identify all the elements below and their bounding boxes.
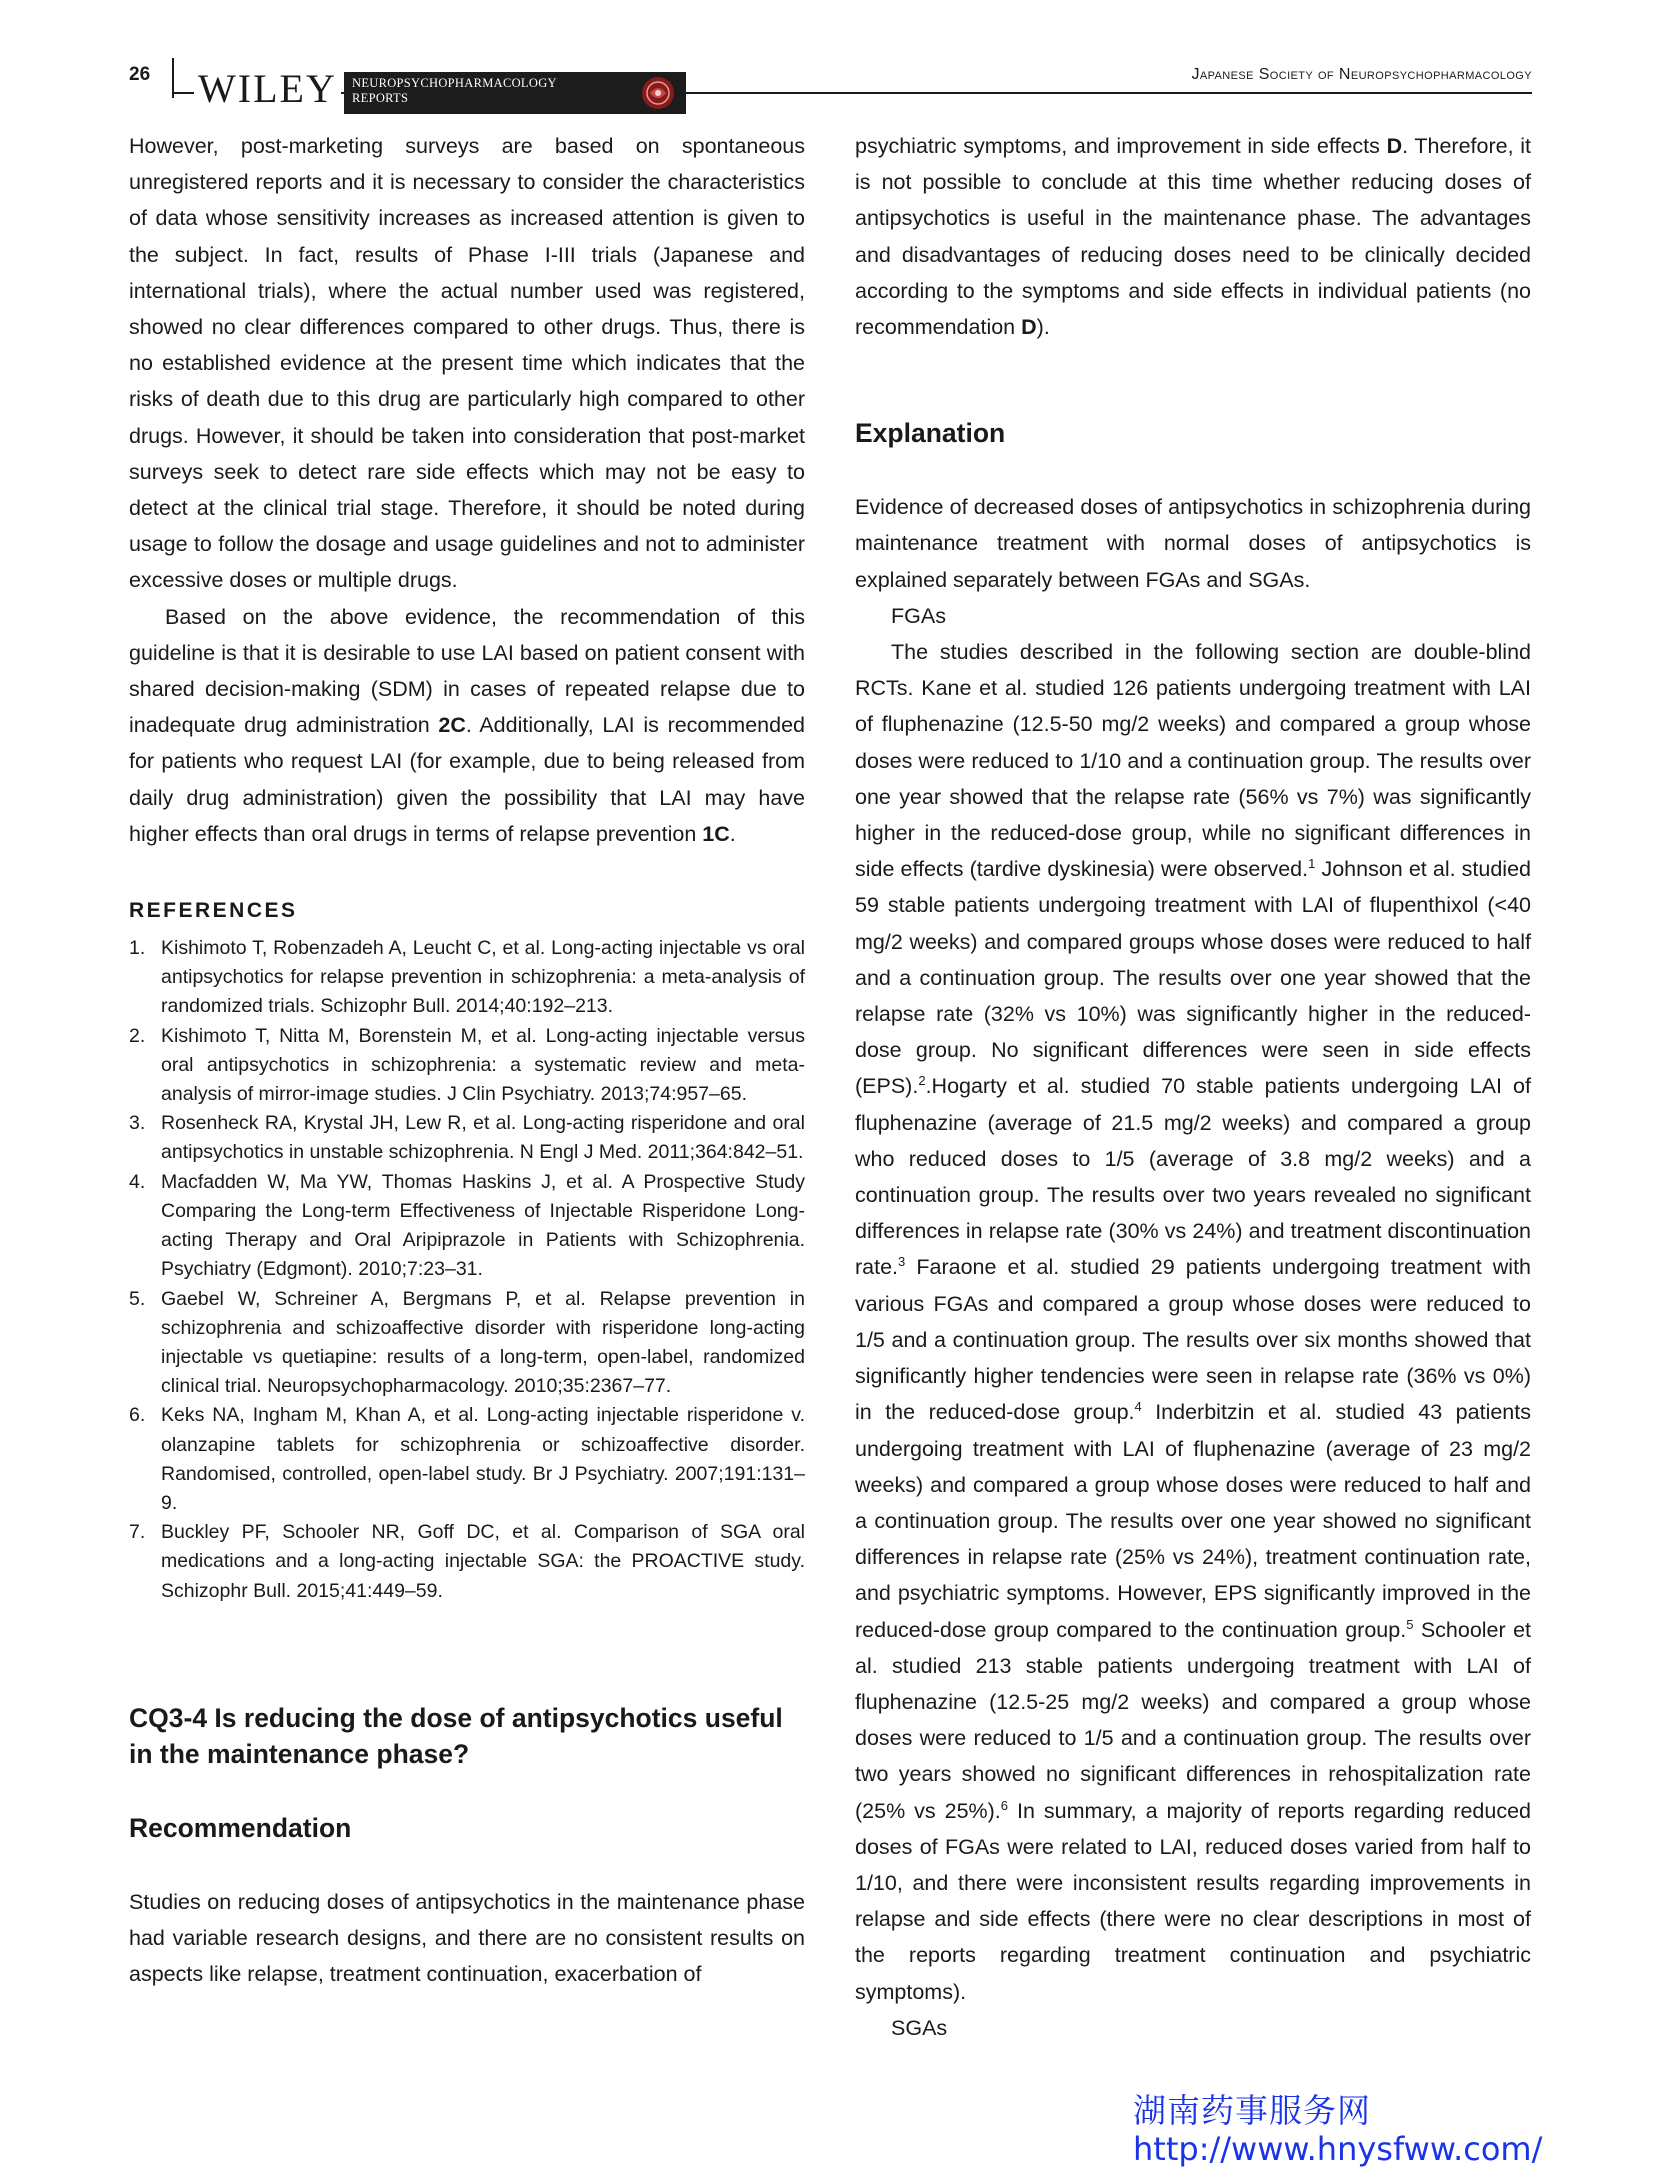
subsection-label: FGAs	[891, 603, 946, 628]
reference-item: 7. Buckley PF, Schooler NR, Goff DC, et al. Comparison of SGA oral medications and a long-acting injectable SGA: the PROACTIVE study. Schizophr Bull. 2015;41:449–59.	[129, 1521, 805, 1602]
evidence-grade: D	[1386, 134, 1403, 158]
citation: 4	[1134, 1399, 1142, 1415]
body-paragraph: Evidence of decreased doses of antipsychotics in schizophrenia during maintenance treatment with normal doses of antipsychotics is explained separately between FGAs and SGAs.	[855, 495, 1531, 592]
watermark	[1133, 2092, 1542, 2168]
journal-emblem-icon	[640, 75, 676, 111]
body-paragraph: However, post-marketing surveys are based on spontaneous unregistered reports and it is necessary to consider the characteristics of data whose sensitivity increases as increased attention is given to the subject. In fact, results of Phase I-III trials (Japanese and international trials), where the actual number used was registered, showed no clear differences compared to other drugs. Thus, there is no established evidence at the present time which indicates that the risks of death due to this drug are particularly high compared to other drugs. However, it should be taken into consideration that post-market surveys seek to detect rare side effects which may not be easy to detect at the clinical trial stage. Therefore, it should be noted during usage to follow the dosage and usage guidelines and not to administer excessive doses or multiple drugs.	[129, 134, 805, 593]
citation: 6	[1000, 1797, 1009, 1813]
publisher-logo: WILEY	[194, 69, 341, 109]
evidence-grade: 2C	[438, 713, 466, 738]
citation: 5	[1406, 1616, 1414, 1632]
page-number: 26	[129, 64, 151, 85]
references-heading: REFERENCES	[129, 899, 298, 923]
body-paragraph: psychiatric symptoms, and improvement in side effects D. Therefore, it is not possible to conclude at this time whether reducing doses of antipsychotics is useful in the maintenance phase. The advantages and disadvantages of reducing doses need to be clinically decided according to the symptoms and side effects in individual patients (no recommendation D).	[855, 134, 1532, 340]
citation: 1	[1308, 856, 1316, 872]
recommendation-paragraph: Based on the above evidence, the recommendation of this guideline is that it is desirable to use LAI based on patient consent with shared decision-making (SDM) in cases of repeated relapse due to inadequate drug administration 2C. Additionally, LAI is recommended for patients who request LAI (for example, due to being released from daily drug administration) given the possibility that LAI may have higher effects than oral drugs in terms of relapse prevention 1C.	[129, 604, 805, 846]
section-title: CQ3-4 Is reducing the dose of antipsychotics useful in the maintenance phase?	[129, 1702, 783, 1769]
reference-item: 2. Kishimoto T, Nitta M, Borenstein M, et al. Long-acting injectable versus oral antipsychotics in schizophrenia: a systematic review and meta-analysis of mirror-image studies. J Clin Psychiatry. 2013;74:957–65.	[129, 1024, 805, 1106]
evidence-grade: 1C	[702, 821, 730, 846]
reference-item: 5. Gaebel W, Schreiner A, Bergmans P, et al. Relapse prevention in schizophrenia and schizoaffective disorder with risperidone long-acting injectable vs quetiapine: results of a long-term, open-label, randomized clinical trial. Neuropsychopharmacology. 2010;35:2367–77.	[129, 1287, 805, 1398]
recommendation-heading: Recommendation	[129, 1812, 352, 1843]
reference-item: 6. Keks NA, Ingham M, Khan A, et al. Long-acting injectable risperidone v. olanzapine tablets for schizophrenia or schizoaffective disorder. Randomised, controlled, open-label study. Br J Psychiatry. 2007;191:131–9.	[129, 1404, 805, 1514]
reference-item: 3. Rosenheck RA, Krystal JH, Lew R, et al. Long-acting risperidone and oral antipsychotics in unstable schizophrenia. N Engl J Med. 2011;364:842–51.	[129, 1112, 805, 1164]
watermark-site-name: 湖南药事服务网	[1133, 2091, 1371, 2130]
watermark-url: http://www.hnysfww.com/	[1133, 2130, 1543, 2168]
page-header	[0, 0, 1654, 130]
citation: 3	[898, 1254, 906, 1270]
reference-item: 4. Macfadden W, Ma YW, Thomas Haskins J, et al. A Prospective Study Comparing the Long-term Effectiveness of Injectable Risperidone Long-acting Therapy and Oral Aripiprazole in Patients with Schizophrenia. Psychiatry (Edgmont). 2010;7:23–31.	[129, 1170, 805, 1281]
body-paragraph: Studies on reducing doses of antipsychotics in the maintenance phase had variable research designs, and there are no consistent results on aspects like relapse, treatment continuation, exacerbation of	[129, 1889, 805, 1987]
body-paragraph: The studies described in the following section are double-blind RCTs. Kane et al. studied 126 patients undergoing treatment with LAI of fluphenazine (12.5-50 mg/2 weeks) and compared a group whose doses were reduced to 1/10 and a continuation group. The results over one year showed that the relapse rate (56% vs 7%) was significantly higher in the reduced-dose group, while no significant differences in side effects (tardive dyskinesia) were observed.$^1$ Johnson et al. studied 59 stable patients undergoing treatment with LAI of flupenthixol (<40 mg/2 weeks) and compared groups whose doses were reduced to half and a continuation group. The results over one year showed that the relapse rate (32% vs 10%) was significantly higher in the reduced-dose group. No significant differences were seen in side effects (EPS).$^2$.Hogarty et al. studied 70 stable patients undergoing LAI of fluphenazine (average of 21.5 mg/2 weeks) and compared a group who reduced doses to 1/5 (average of 3.8 mg/2 weeks) and a continuation group. The results over two years revealed no significant differences in relapse rate (30% vs 24%) and treatment discontinuation rate.$^3$ Faraone et al. studied 29 patients undergoing treatment with various FGAs and compared a group whose doses were reduced to 1/5 and a continuation group. The results over six months showed that significantly higher tendencies were seen in relapse rate (36% vs 0%) in the reduced-dose group.$^4$ Inderbitzin et al. studied 43 patients undergoing treatment with LAI of fluphenazine (average of 23 mg/2 weeks) and compared a group whose doses were reduced to half and a continuation group. The results over one year showed no significant differences in relapse rate (25% vs 24%), treatment continuation rate, and psychiatric symptoms. However, EPS significantly improved in the reduced-dose group compared to the continuation group.$^5$ Schooler et al. studied 213 stable patients undergoing treatment with LAI of fluphenazine (12.5-25 mg/2 weeks) and compared a group whose doses were reduced to 1/5 and a continuation group. The results over two years showed no significant differences in rehospitalization rate (25% vs 25%).$^6$ In summary, a majority of reports regarding reduced doses of FGAs were related to LAI, reduced doses varied from half to 1/10, and there were inconsistent results regarding improvements in relapse and side effects (there were no clear descriptions in most of the reports regarding treatment continuation and psychiatric symptoms).	[855, 640, 1531, 2004]
explanation-heading: Explanation	[855, 418, 1006, 449]
evidence-grade: D	[1021, 315, 1037, 340]
journal-name: NEUROPSYCHOPHARMACOLOGY REPORTS	[352, 76, 557, 105]
right-column	[855, 128, 1531, 2046]
subsection-label: SGAs	[891, 2015, 948, 2040]
society-name: Japanese Society of Neuropsychopharmacology	[1191, 66, 1532, 83]
references-list	[129, 934, 805, 1606]
reference-item: 1. Kishimoto T, Robenzadeh A, Leucht C, et al. Long-acting injectable vs oral antipsychotics for relapse prevention in schizophrenia: a meta-analysis of randomized trials. Schizophr Bull. 2014;40:192–213.	[129, 937, 805, 1018]
journal-banner	[344, 72, 686, 114]
citation: 2	[918, 1073, 926, 1089]
left-column	[129, 128, 805, 1992]
